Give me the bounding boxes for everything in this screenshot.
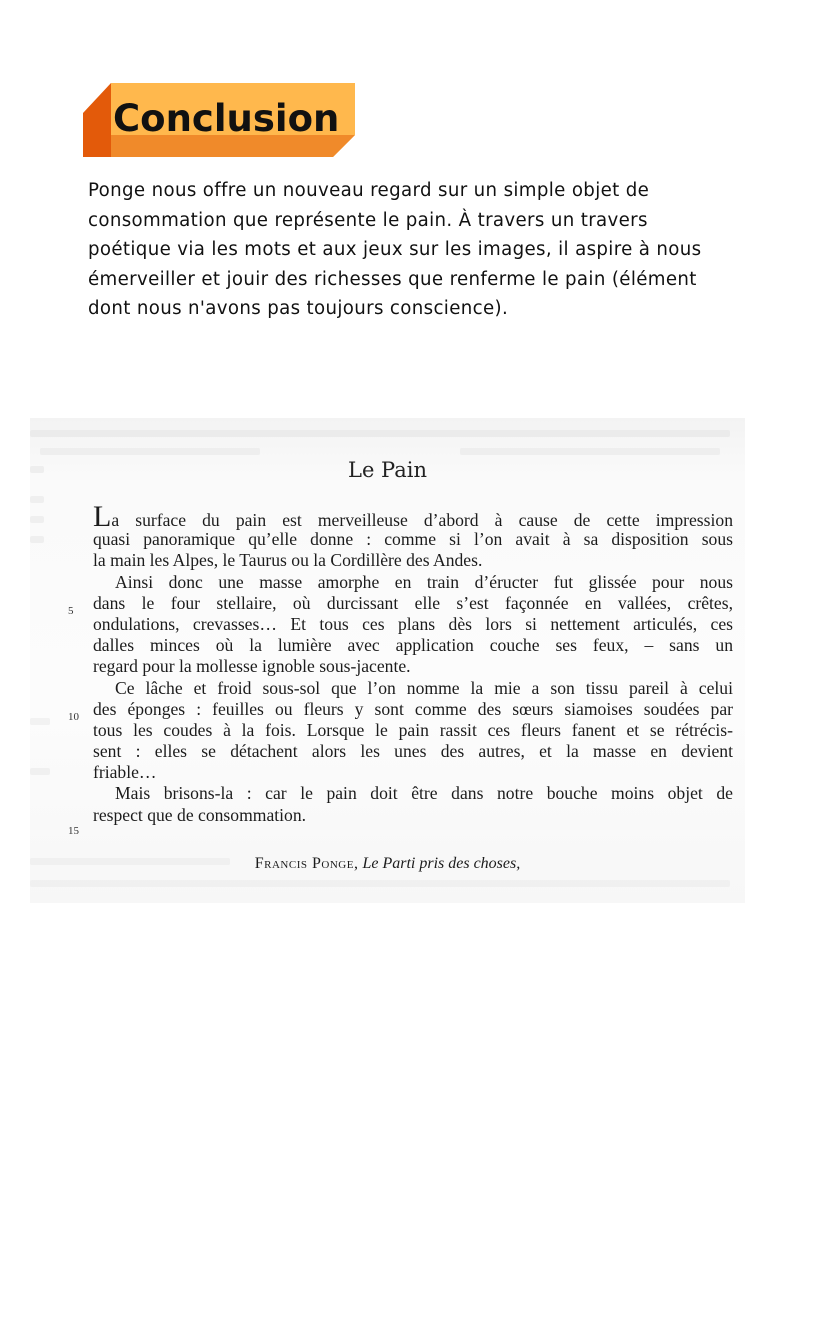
poem-line: la main les Alpes, le Taurus ou la Cordillère des Andes. bbox=[93, 550, 483, 571]
scanned-excerpt bbox=[30, 418, 745, 903]
paragraph-line: poétique via les mots et aux jeux sur les images, il aspire à nous bbox=[88, 239, 702, 260]
line-number: 5 bbox=[68, 605, 74, 617]
paragraph-line: émerveiller et jouir des richesses que renferme le pain (élément bbox=[88, 268, 697, 290]
conclusion-paragraph bbox=[88, 176, 738, 324]
poem-line: respect que de consommation. bbox=[93, 804, 307, 825]
poem-line: quasi panoramique qu’elle donne : comme si l’on avait à sa disposition sous bbox=[93, 529, 733, 550]
poem-author: Francis Ponge, bbox=[254, 855, 359, 872]
poem-line: regard pour la mollesse ignoble sous-jacente. bbox=[93, 656, 411, 677]
poem-title: Le Pain bbox=[348, 458, 427, 482]
section-title: Conclusion bbox=[113, 97, 340, 140]
paragraph-line: Ponge nous offre un nouveau regard sur un simple objet de bbox=[88, 180, 650, 201]
poem-text bbox=[93, 500, 733, 826]
poem-line: ondulations, crevasses… Et tous ces plans dès lors si nettement articulés, ces bbox=[93, 613, 733, 634]
conclusion-banner bbox=[83, 83, 355, 157]
drop-cap: L bbox=[93, 500, 112, 533]
line-number: 15 bbox=[68, 825, 79, 837]
poem-line: dalles minces où la lumière avec application couche ses feux, – sans un bbox=[93, 635, 733, 656]
poem-line: La surface du pain est merveilleuse d’abord à cause de cette impression bbox=[93, 500, 733, 533]
poem-work: Le Parti pris des choses, bbox=[362, 855, 521, 872]
poem-line: friable… bbox=[93, 762, 157, 783]
poem-source bbox=[30, 855, 745, 873]
paragraph-line: consommation que représente le pain. À travers un travers bbox=[88, 209, 648, 231]
poem-line: dans le four stellaire, où durcissant elle s’est façonnée en vallées, crêtes, bbox=[93, 592, 733, 613]
poem-line: sent : elles se détachent alors les unes des autres, et la masse en devient bbox=[93, 741, 733, 762]
poem-line: Mais brisons-la : car le pain doit être dans notre bouche moins objet de bbox=[115, 783, 733, 804]
line-number: 10 bbox=[68, 711, 79, 723]
poem-line: des éponges : feuilles ou fleurs y sont comme des sœurs siamoises soudées par bbox=[93, 698, 733, 719]
poem-line: tous les coudes à la fois. Lorsque le pain rassit ces fleurs fanent et se rétrécis- bbox=[93, 719, 733, 740]
paragraph-line: dont nous n'avons pas toujours conscience). bbox=[88, 298, 509, 319]
poem-line: Ainsi donc une masse amorphe en train d’éructer fut glissée pour nous bbox=[115, 571, 733, 592]
poem-line: Ce lâche et froid sous-sol que l’on nomme la mie a son tissu pareil à celui bbox=[115, 677, 733, 698]
